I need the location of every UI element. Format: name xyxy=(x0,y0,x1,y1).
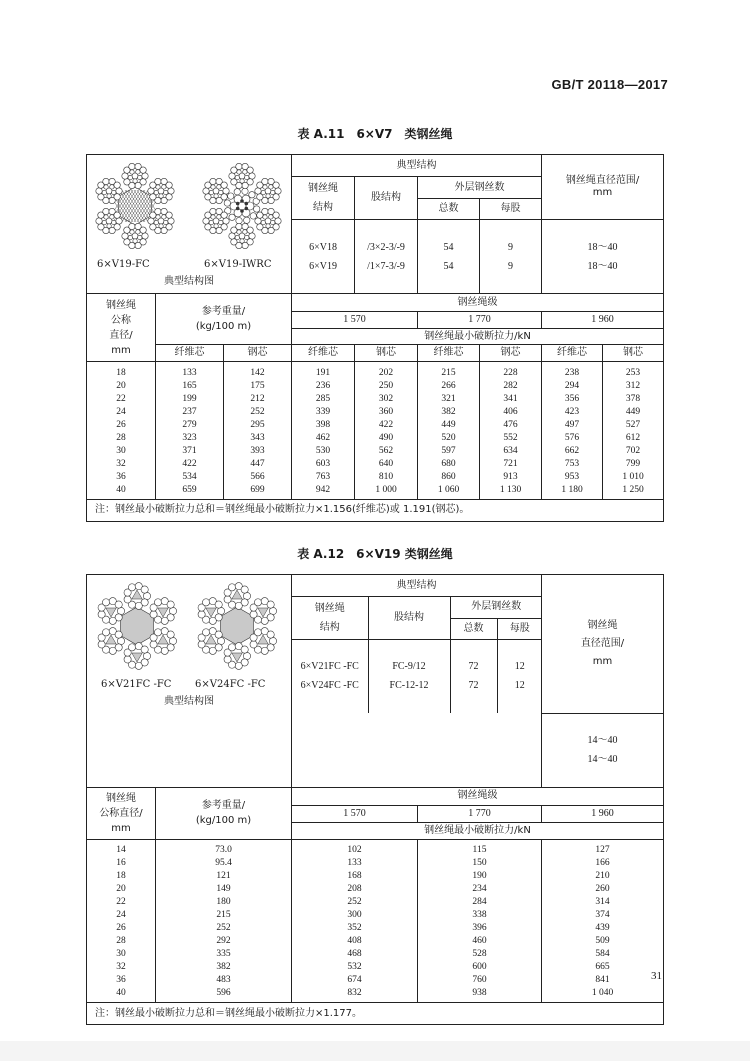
row-value-cell: 665 xyxy=(542,961,664,974)
table-a12-caption: 表 A.12 6×V19 类钢丝绳 xyxy=(297,547,453,561)
row-value-cell: 763 xyxy=(292,471,355,484)
figure-label-6xv24fc: 6×V24FC -FC xyxy=(195,679,266,690)
strand-construction-cell: /3×2-3/-9 /1×7-3/-9 xyxy=(355,220,418,294)
min-breaking-force-header: 钢丝绳最小破断拉力/kN xyxy=(292,329,664,345)
figure-label-6xv21fc: 6×V21FC -FC xyxy=(101,679,172,690)
ref-weight-header: 参考重量/ (kg/100 m) xyxy=(156,294,292,345)
diameter-range-cell: 18～40 18～40 xyxy=(542,220,664,294)
table-row xyxy=(87,909,664,922)
grade-1960: 1 960 xyxy=(542,805,664,822)
row-value-cell: 799 xyxy=(603,458,664,471)
figure-caption: 典型结构图 xyxy=(164,276,214,287)
row-diameter-cell: 30 xyxy=(87,445,156,458)
strand-structure-header: 股结构 xyxy=(368,597,450,639)
core-fiber: 纤维芯 xyxy=(292,345,355,362)
row-value-cell: 323 xyxy=(156,432,224,445)
row-value-cell: 236 xyxy=(292,380,355,393)
page-number: 31 xyxy=(651,970,662,982)
row-value-cell: 73.0 xyxy=(156,839,292,857)
row-value-cell: 133 xyxy=(156,362,224,380)
row-value-cell: 191 xyxy=(292,362,355,380)
row-value-cell: 212 xyxy=(224,393,292,406)
table-a11 xyxy=(86,154,664,522)
row-diameter-cell: 24 xyxy=(87,909,156,922)
row-value-cell: 190 xyxy=(418,870,542,883)
row-value-cell: 250 xyxy=(355,380,418,393)
core-fiber: 纤维芯 xyxy=(418,345,480,362)
row-value-cell: 449 xyxy=(418,419,480,432)
row-value-cell: 662 xyxy=(542,445,603,458)
row-value-cell: 659 xyxy=(156,484,224,500)
row-value-cell: 234 xyxy=(418,883,542,896)
row-diameter-cell: 26 xyxy=(87,922,156,935)
nominal-diameter-header: 钢丝绳 公称直径/ mm xyxy=(87,787,156,839)
figure-label-6xv19-fc: 6×V19-FC xyxy=(97,259,150,270)
row-value-cell: 528 xyxy=(418,948,542,961)
table-row xyxy=(87,445,664,458)
ref-weight-header: 参考重量/ (kg/100 m) xyxy=(156,787,292,839)
row-value-cell: 252 xyxy=(156,922,292,935)
per-strand-header: 每股 xyxy=(497,618,542,639)
row-value-cell: 462 xyxy=(292,432,355,445)
row-value-cell: 294 xyxy=(542,380,603,393)
construction-cell: 6×V18 6×V19 xyxy=(292,220,355,294)
row-diameter-cell: 36 xyxy=(87,974,156,987)
table-row xyxy=(87,896,664,909)
row-value-cell: 382 xyxy=(418,406,480,419)
table-row xyxy=(87,484,664,500)
table-row xyxy=(87,839,664,857)
row-value-cell: 339 xyxy=(292,406,355,419)
table-row xyxy=(87,393,664,406)
construction-cell: 6×V21FC -FC 6×V24FC -FC xyxy=(292,639,368,713)
standard-number: GB/T 20118—2017 xyxy=(551,77,668,92)
row-value-cell: 1 000 xyxy=(355,484,418,500)
row-value-cell: 490 xyxy=(355,432,418,445)
row-value-cell: 699 xyxy=(224,484,292,500)
row-value-cell: 215 xyxy=(156,909,292,922)
row-value-cell: 360 xyxy=(355,406,418,419)
table-row xyxy=(87,922,664,935)
diameter-range-cell: 14～40 14～40 xyxy=(542,713,664,787)
row-value-cell: 166 xyxy=(542,857,664,870)
row-value-cell: 356 xyxy=(542,393,603,406)
row-value-cell: 95.4 xyxy=(156,857,292,870)
rope-cross-section-figure xyxy=(87,157,291,259)
core-steel: 钢芯 xyxy=(480,345,542,362)
row-value-cell: 215 xyxy=(418,362,480,380)
grade-1570: 1 570 xyxy=(292,312,418,329)
min-breaking-force-header: 钢丝绳最小破断拉力/kN xyxy=(292,822,664,839)
row-value-cell: 497 xyxy=(542,419,603,432)
row-value-cell: 284 xyxy=(418,896,542,909)
total-header: 总数 xyxy=(450,618,497,639)
row-value-cell: 352 xyxy=(292,922,418,935)
row-value-cell: 382 xyxy=(156,961,292,974)
table-a11-caption: 表 A.11 6×V7 类钢丝绳 xyxy=(297,127,453,141)
row-value-cell: 562 xyxy=(355,445,418,458)
row-diameter-cell: 30 xyxy=(87,948,156,961)
strand-structure-header: 股结构 xyxy=(355,177,418,220)
row-value-cell: 468 xyxy=(292,948,418,961)
row-value-cell: 640 xyxy=(355,458,418,471)
row-value-cell: 476 xyxy=(480,419,542,432)
row-value-cell: 175 xyxy=(224,380,292,393)
row-diameter-cell: 14 xyxy=(87,839,156,857)
rope-6xv19-fc-icon xyxy=(96,163,174,248)
row-diameter-cell: 26 xyxy=(87,419,156,432)
row-value-cell: 252 xyxy=(292,896,418,909)
row-value-cell: 406 xyxy=(480,406,542,419)
row-value-cell: 300 xyxy=(292,909,418,922)
row-value-cell: 279 xyxy=(156,419,224,432)
row-diameter-cell: 22 xyxy=(87,896,156,909)
row-value-cell: 422 xyxy=(355,419,418,432)
grade-1960: 1 960 xyxy=(542,312,664,329)
grade-1570: 1 570 xyxy=(292,805,418,822)
table-row xyxy=(87,380,664,393)
table-row xyxy=(87,857,664,870)
row-diameter-cell: 28 xyxy=(87,432,156,445)
per-strand-cell: 12 12 xyxy=(497,639,542,713)
row-value-cell: 913 xyxy=(480,471,542,484)
row-value-cell: 576 xyxy=(542,432,603,445)
row-value-cell: 228 xyxy=(480,362,542,380)
row-value-cell: 447 xyxy=(224,458,292,471)
row-value-cell: 483 xyxy=(156,974,292,987)
total-cell: 72 72 xyxy=(450,639,497,713)
row-value-cell: 396 xyxy=(418,922,542,935)
row-value-cell: 295 xyxy=(224,419,292,432)
row-value-cell: 832 xyxy=(292,987,418,1003)
row-value-cell: 374 xyxy=(542,909,664,922)
core-steel: 钢芯 xyxy=(224,345,292,362)
row-value-cell: 199 xyxy=(156,393,224,406)
per-strand-cell: 9 9 xyxy=(480,220,542,294)
row-value-cell: 393 xyxy=(224,445,292,458)
row-diameter-cell: 36 xyxy=(87,471,156,484)
row-value-cell: 422 xyxy=(156,458,224,471)
row-value-cell: 702 xyxy=(603,445,664,458)
row-value-cell: 753 xyxy=(542,458,603,471)
row-value-cell: 938 xyxy=(418,987,542,1003)
row-value-cell: 142 xyxy=(224,362,292,380)
rope-6xv21fc-icon xyxy=(98,583,177,670)
row-value-cell: 302 xyxy=(355,393,418,406)
row-value-cell: 532 xyxy=(292,961,418,974)
row-value-cell: 338 xyxy=(418,909,542,922)
row-value-cell: 378 xyxy=(603,393,664,406)
row-value-cell: 439 xyxy=(542,922,664,935)
row-value-cell: 266 xyxy=(418,380,480,393)
row-value-cell: 527 xyxy=(603,419,664,432)
grade-header: 钢丝绳级 xyxy=(292,294,664,312)
row-value-cell: 260 xyxy=(542,883,664,896)
row-value-cell: 1 130 xyxy=(480,484,542,500)
row-value-cell: 600 xyxy=(418,961,542,974)
table-row xyxy=(87,987,664,1003)
row-value-cell: 133 xyxy=(292,857,418,870)
row-value-cell: 596 xyxy=(156,987,292,1003)
row-value-cell: 566 xyxy=(224,471,292,484)
row-value-cell: 150 xyxy=(418,857,542,870)
outer-wires-header: 外层钢丝数 xyxy=(450,597,542,618)
table-a12 xyxy=(86,574,664,1025)
row-value-cell: 1 010 xyxy=(603,471,664,484)
row-value-cell: 253 xyxy=(603,362,664,380)
row-value-cell: 237 xyxy=(156,406,224,419)
row-diameter-cell: 24 xyxy=(87,406,156,419)
table-row xyxy=(87,458,664,471)
row-value-cell: 597 xyxy=(418,445,480,458)
row-value-cell: 314 xyxy=(542,896,664,909)
row-value-cell: 210 xyxy=(542,870,664,883)
row-value-cell: 942 xyxy=(292,484,355,500)
table-row xyxy=(87,961,664,974)
row-value-cell: 860 xyxy=(418,471,480,484)
rope-6xv24fc-icon xyxy=(198,583,277,670)
row-value-cell: 252 xyxy=(224,406,292,419)
row-value-cell: 449 xyxy=(603,406,664,419)
figure-label-6xv19-iwrc: 6×V19-IWRC xyxy=(204,259,272,270)
grade-1770: 1 770 xyxy=(418,312,542,329)
table-row xyxy=(87,870,664,883)
row-value-cell: 312 xyxy=(603,380,664,393)
row-value-cell: 634 xyxy=(480,445,542,458)
row-value-cell: 674 xyxy=(292,974,418,987)
row-diameter-cell: 32 xyxy=(87,458,156,471)
typical-structure-figure xyxy=(87,155,292,294)
table-row xyxy=(87,406,664,419)
row-value-cell: 165 xyxy=(156,380,224,393)
row-value-cell: 721 xyxy=(480,458,542,471)
core-type-row xyxy=(87,345,664,362)
row-value-cell: 953 xyxy=(542,471,603,484)
core-steel: 钢芯 xyxy=(603,345,664,362)
row-value-cell: 810 xyxy=(355,471,418,484)
row-value-cell: 202 xyxy=(355,362,418,380)
total-cell: 54 54 xyxy=(418,220,480,294)
row-value-cell: 208 xyxy=(292,883,418,896)
table-row xyxy=(87,883,664,896)
row-value-cell: 149 xyxy=(156,883,292,896)
nominal-diameter-header: 钢丝绳 公称 直径/ mm xyxy=(87,294,156,362)
row-value-cell: 1 060 xyxy=(418,484,480,500)
figure-caption: 典型结构图 xyxy=(164,696,214,707)
row-value-cell: 168 xyxy=(292,870,418,883)
diameter-range-header: 钢丝绳 直径范围/ mm xyxy=(542,575,664,714)
row-value-cell: 680 xyxy=(418,458,480,471)
row-value-cell: 1 040 xyxy=(542,987,664,1003)
row-value-cell: 127 xyxy=(542,839,664,857)
row-value-cell: 534 xyxy=(156,471,224,484)
row-value-cell: 584 xyxy=(542,948,664,961)
row-diameter-cell: 20 xyxy=(87,883,156,896)
row-value-cell: 530 xyxy=(292,445,355,458)
row-value-cell: 1 180 xyxy=(542,484,603,500)
page-footer-band xyxy=(0,1041,750,1061)
row-diameter-cell: 16 xyxy=(87,857,156,870)
table-row xyxy=(87,935,664,948)
row-diameter-cell: 22 xyxy=(87,393,156,406)
row-value-cell: 238 xyxy=(542,362,603,380)
table-row xyxy=(87,432,664,445)
rope-6xv19-iwrc-icon xyxy=(203,163,281,248)
row-value-cell: 612 xyxy=(603,432,664,445)
row-value-cell: 335 xyxy=(156,948,292,961)
table-a11-note: 注：钢丝最小破断拉力总和＝钢丝绳最小破断拉力×1.156(纤维芯)或 1.191(钢芯)。 xyxy=(87,499,664,521)
row-value-cell: 1 250 xyxy=(603,484,664,500)
row-value-cell: 841 xyxy=(542,974,664,987)
row-value-cell: 282 xyxy=(480,380,542,393)
strand-construction-cell: FC-9/12 FC-12-12 xyxy=(368,639,450,713)
row-value-cell: 371 xyxy=(156,445,224,458)
rope-structure-header: 钢丝绳 结构 xyxy=(292,177,355,220)
typical-structure-figure xyxy=(87,575,292,788)
row-value-cell: 760 xyxy=(418,974,542,987)
grade-header: 钢丝绳级 xyxy=(292,787,664,805)
rope-cross-section-figure xyxy=(87,577,291,679)
table-row xyxy=(87,471,664,484)
grade-1770: 1 770 xyxy=(418,805,542,822)
table-row xyxy=(87,362,664,380)
row-diameter-cell: 32 xyxy=(87,961,156,974)
row-diameter-cell: 28 xyxy=(87,935,156,948)
row-value-cell: 603 xyxy=(292,458,355,471)
rope-structure-header: 钢丝绳 结构 xyxy=(292,597,368,639)
row-value-cell: 343 xyxy=(224,432,292,445)
core-steel: 钢芯 xyxy=(355,345,418,362)
core-fiber: 纤维芯 xyxy=(542,345,603,362)
structure-subtable xyxy=(292,597,542,713)
outer-wires-header: 外层钢丝数 xyxy=(418,177,542,199)
core-fiber: 纤维芯 xyxy=(156,345,224,362)
diameter-range-header: 钢丝绳直径范围/ mm xyxy=(542,155,664,220)
row-value-cell: 121 xyxy=(156,870,292,883)
row-value-cell: 285 xyxy=(292,393,355,406)
row-value-cell: 180 xyxy=(156,896,292,909)
table-row xyxy=(87,948,664,961)
typical-structure-header: 典型结构 xyxy=(292,575,542,597)
row-value-cell: 292 xyxy=(156,935,292,948)
row-value-cell: 115 xyxy=(418,839,542,857)
table-row xyxy=(87,419,664,432)
typical-structure-header: 典型结构 xyxy=(292,155,542,177)
row-diameter-cell: 40 xyxy=(87,484,156,500)
total-header: 总数 xyxy=(418,199,480,220)
row-value-cell: 321 xyxy=(418,393,480,406)
row-value-cell: 398 xyxy=(292,419,355,432)
row-value-cell: 102 xyxy=(292,839,418,857)
table-row xyxy=(87,974,664,987)
row-value-cell: 552 xyxy=(480,432,542,445)
row-diameter-cell: 18 xyxy=(87,362,156,380)
row-value-cell: 520 xyxy=(418,432,480,445)
row-diameter-cell: 40 xyxy=(87,987,156,1003)
row-diameter-cell: 18 xyxy=(87,870,156,883)
row-value-cell: 423 xyxy=(542,406,603,419)
table-a12-note: 注：钢丝最小破断拉力总和＝钢丝绳最小破断拉力×1.177。 xyxy=(87,1003,664,1025)
row-value-cell: 460 xyxy=(418,935,542,948)
per-strand-header: 每股 xyxy=(480,199,542,220)
row-diameter-cell: 20 xyxy=(87,380,156,393)
row-value-cell: 341 xyxy=(480,393,542,406)
row-value-cell: 509 xyxy=(542,935,664,948)
row-value-cell: 408 xyxy=(292,935,418,948)
